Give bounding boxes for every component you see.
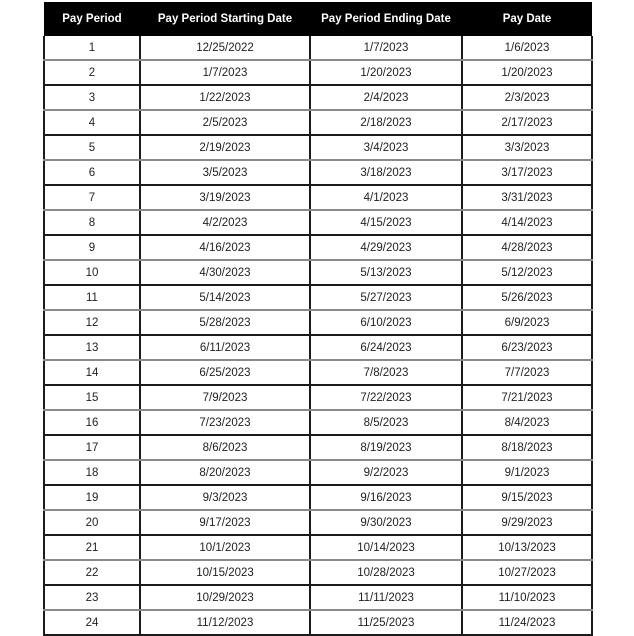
pay-schedule-table bbox=[43, 2, 591, 629]
cell-pay-period: 18 bbox=[44, 460, 140, 485]
cell-pay-period: 20 bbox=[44, 510, 140, 535]
table-row bbox=[44, 160, 592, 185]
cell-pay-period: 17 bbox=[44, 435, 140, 460]
cell-pay-period: 10 bbox=[44, 260, 140, 285]
cell-end-date: 7/8/2023 bbox=[310, 360, 462, 385]
cell-start-date: 8/6/2023 bbox=[140, 435, 310, 460]
cell-start-date: 2/5/2023 bbox=[140, 110, 310, 135]
cell-start-date: 6/25/2023 bbox=[140, 360, 310, 385]
cell-pay-period: 21 bbox=[44, 535, 140, 560]
table-row bbox=[44, 85, 592, 110]
cell-end-date: 2/4/2023 bbox=[310, 85, 462, 110]
cell-pay-date: 10/13/2023 bbox=[462, 535, 592, 560]
column-header-start-date: Pay Period Starting Date bbox=[140, 2, 310, 36]
cell-end-date: 4/29/2023 bbox=[310, 235, 462, 260]
column-header-pay-period: Pay Period bbox=[44, 2, 140, 36]
cell-end-date: 11/11/2023 bbox=[310, 585, 462, 610]
table-row bbox=[44, 185, 592, 210]
cell-pay-date: 9/15/2023 bbox=[462, 485, 592, 510]
table-row bbox=[44, 585, 592, 610]
cell-pay-period: 14 bbox=[44, 360, 140, 385]
cell-pay-period: 15 bbox=[44, 385, 140, 410]
cell-pay-date: 9/1/2023 bbox=[462, 460, 592, 485]
cell-pay-date: 4/14/2023 bbox=[462, 210, 592, 235]
table-row bbox=[44, 485, 592, 510]
cell-end-date: 9/16/2023 bbox=[310, 485, 462, 510]
cell-pay-period: 1 bbox=[44, 36, 140, 60]
cell-end-date: 4/1/2023 bbox=[310, 185, 462, 210]
table-header bbox=[44, 2, 592, 36]
cell-start-date: 9/17/2023 bbox=[140, 510, 310, 535]
cell-start-date: 3/19/2023 bbox=[140, 185, 310, 210]
cell-end-date: 7/22/2023 bbox=[310, 385, 462, 410]
table-row bbox=[44, 135, 592, 160]
table-row bbox=[44, 285, 592, 310]
cell-end-date: 10/28/2023 bbox=[310, 560, 462, 585]
cell-pay-date: 8/4/2023 bbox=[462, 410, 592, 435]
cell-pay-period: 11 bbox=[44, 285, 140, 310]
cell-pay-date: 5/12/2023 bbox=[462, 260, 592, 285]
cell-pay-period: 16 bbox=[44, 410, 140, 435]
cell-pay-period: 12 bbox=[44, 310, 140, 335]
cell-end-date: 1/20/2023 bbox=[310, 60, 462, 85]
table-row bbox=[44, 60, 592, 85]
cell-start-date: 7/9/2023 bbox=[140, 385, 310, 410]
cell-pay-period: 24 bbox=[44, 610, 140, 635]
cell-pay-date: 8/18/2023 bbox=[462, 435, 592, 460]
table-row bbox=[44, 610, 592, 635]
table-row bbox=[44, 560, 592, 585]
cell-pay-period: 13 bbox=[44, 335, 140, 360]
cell-end-date: 9/2/2023 bbox=[310, 460, 462, 485]
cell-pay-period: 6 bbox=[44, 160, 140, 185]
cell-end-date: 6/10/2023 bbox=[310, 310, 462, 335]
table-row bbox=[44, 510, 592, 535]
table-row bbox=[44, 110, 592, 135]
cell-pay-period: 3 bbox=[44, 85, 140, 110]
header-row bbox=[44, 2, 592, 36]
cell-start-date: 1/22/2023 bbox=[140, 85, 310, 110]
cell-pay-date: 6/9/2023 bbox=[462, 310, 592, 335]
cell-pay-date: 7/7/2023 bbox=[462, 360, 592, 385]
cell-start-date: 12/25/2022 bbox=[140, 36, 310, 60]
cell-end-date: 3/18/2023 bbox=[310, 160, 462, 185]
cell-pay-date: 6/23/2023 bbox=[462, 335, 592, 360]
column-header-pay-date: Pay Date bbox=[462, 2, 592, 36]
cell-pay-date: 10/27/2023 bbox=[462, 560, 592, 585]
cell-pay-date: 11/24/2023 bbox=[462, 610, 592, 635]
cell-end-date: 6/24/2023 bbox=[310, 335, 462, 360]
cell-start-date: 8/20/2023 bbox=[140, 460, 310, 485]
table-row bbox=[44, 460, 592, 485]
cell-pay-date: 5/26/2023 bbox=[462, 285, 592, 310]
cell-pay-period: 9 bbox=[44, 235, 140, 260]
cell-pay-period: 7 bbox=[44, 185, 140, 210]
cell-pay-date: 11/10/2023 bbox=[462, 585, 592, 610]
cell-pay-date: 3/17/2023 bbox=[462, 160, 592, 185]
cell-end-date: 5/13/2023 bbox=[310, 260, 462, 285]
cell-end-date: 10/14/2023 bbox=[310, 535, 462, 560]
cell-start-date: 1/7/2023 bbox=[140, 60, 310, 85]
cell-pay-date: 9/29/2023 bbox=[462, 510, 592, 535]
cell-start-date: 5/28/2023 bbox=[140, 310, 310, 335]
cell-end-date: 8/19/2023 bbox=[310, 435, 462, 460]
table-row bbox=[44, 210, 592, 235]
cell-end-date: 11/25/2023 bbox=[310, 610, 462, 635]
table-row bbox=[44, 235, 592, 260]
cell-start-date: 11/12/2023 bbox=[140, 610, 310, 635]
cell-start-date: 3/5/2023 bbox=[140, 160, 310, 185]
cell-end-date: 9/30/2023 bbox=[310, 510, 462, 535]
cell-start-date: 4/30/2023 bbox=[140, 260, 310, 285]
cell-start-date: 10/15/2023 bbox=[140, 560, 310, 585]
cell-pay-period: 4 bbox=[44, 110, 140, 135]
cell-pay-period: 2 bbox=[44, 60, 140, 85]
table-row bbox=[44, 435, 592, 460]
cell-pay-period: 23 bbox=[44, 585, 140, 610]
table-row bbox=[44, 310, 592, 335]
cell-pay-period: 8 bbox=[44, 210, 140, 235]
cell-pay-date: 2/17/2023 bbox=[462, 110, 592, 135]
table-row bbox=[44, 410, 592, 435]
table-body bbox=[44, 36, 592, 635]
table-row bbox=[44, 385, 592, 410]
cell-pay-date: 1/6/2023 bbox=[462, 36, 592, 60]
cell-pay-period: 5 bbox=[44, 135, 140, 160]
cell-start-date: 4/2/2023 bbox=[140, 210, 310, 235]
cell-start-date: 2/19/2023 bbox=[140, 135, 310, 160]
cell-pay-period: 19 bbox=[44, 485, 140, 510]
cell-pay-date: 1/20/2023 bbox=[462, 60, 592, 85]
table-row bbox=[44, 335, 592, 360]
table-row bbox=[44, 535, 592, 560]
table-row bbox=[44, 260, 592, 285]
cell-start-date: 4/16/2023 bbox=[140, 235, 310, 260]
cell-start-date: 6/11/2023 bbox=[140, 335, 310, 360]
cell-end-date: 8/5/2023 bbox=[310, 410, 462, 435]
cell-pay-date: 3/31/2023 bbox=[462, 185, 592, 210]
cell-end-date: 1/7/2023 bbox=[310, 36, 462, 60]
cell-end-date: 5/27/2023 bbox=[310, 285, 462, 310]
cell-start-date: 10/1/2023 bbox=[140, 535, 310, 560]
table-row bbox=[44, 360, 592, 385]
cell-pay-date: 3/3/2023 bbox=[462, 135, 592, 160]
pay-period-table bbox=[43, 2, 593, 636]
cell-pay-date: 7/21/2023 bbox=[462, 385, 592, 410]
cell-start-date: 7/23/2023 bbox=[140, 410, 310, 435]
cell-pay-date: 4/28/2023 bbox=[462, 235, 592, 260]
table-row bbox=[44, 36, 592, 60]
cell-end-date: 4/15/2023 bbox=[310, 210, 462, 235]
cell-end-date: 3/4/2023 bbox=[310, 135, 462, 160]
cell-start-date: 10/29/2023 bbox=[140, 585, 310, 610]
column-header-end-date: Pay Period Ending Date bbox=[310, 2, 462, 36]
cell-pay-date: 2/3/2023 bbox=[462, 85, 592, 110]
cell-start-date: 5/14/2023 bbox=[140, 285, 310, 310]
cell-end-date: 2/18/2023 bbox=[310, 110, 462, 135]
cell-start-date: 9/3/2023 bbox=[140, 485, 310, 510]
cell-pay-period: 22 bbox=[44, 560, 140, 585]
